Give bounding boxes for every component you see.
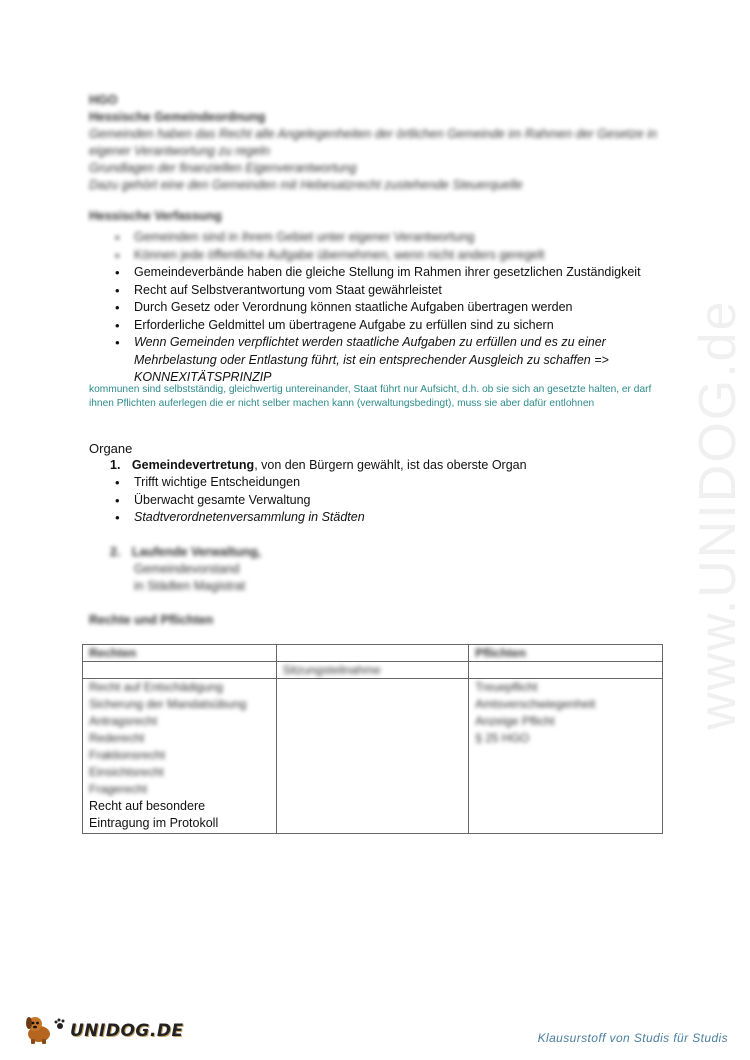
rechte-entry: Fragerecht bbox=[89, 782, 148, 796]
organe-section bbox=[89, 440, 527, 595]
rechte-entry: Antragsrecht bbox=[89, 714, 158, 728]
item-line: Gemeindevorstand bbox=[134, 561, 240, 576]
item-number: 1. bbox=[110, 458, 121, 472]
logo-text: UNIDOG.DE bbox=[70, 1020, 184, 1041]
verfassung-section bbox=[89, 208, 641, 387]
organe-bullet: • Stadtverordnetenversammlung in Städten bbox=[89, 509, 506, 527]
table-header-pflichten: Pflichten bbox=[469, 645, 663, 662]
table-cell-pflichten-list bbox=[469, 679, 663, 834]
item-number: 2. bbox=[110, 544, 121, 559]
rechte-entry: Recht auf Entschädigung bbox=[89, 680, 224, 694]
table-header-rechte: Rechten bbox=[83, 645, 277, 662]
rechte-entry-visible: Eintragung im Protokoll bbox=[89, 816, 219, 830]
item-line: in Städten Magistrat bbox=[134, 578, 246, 593]
verfassung-bullet: • Gemeindeverbände haben die gleiche Stellung im Rahmen ihrer gesetzlichen Zuständigkeit bbox=[89, 264, 641, 282]
table-cell bbox=[469, 662, 663, 679]
verfassung-bullet: • Erforderliche Geldmittel um übertragene Aufgabe zu erfüllen sind zu sichern bbox=[89, 317, 641, 335]
teal-note: kommunen sind selbstständig, gleichwertig untereinander, Staat führt nur Aufsicht, d.h. ob sie sich an gesetzte halten, er darf ihnen Pflichten auferlegen die er nicht selber machen kann (verwaltungsbedingt), muss sie aber dafür entlohnen bbox=[89, 384, 652, 409]
verfassung-bullet: • Recht auf Selbstverantwortung vom Staat gewährleistet bbox=[89, 282, 641, 300]
pflichten-entry: Treuepflicht bbox=[475, 680, 538, 694]
verfassung-bullet: • Wenn Gemeinden verpflichtet werden staatliche Aufgaben zu erfüllen und es zu einer Mehrbelastung oder Entlastung führt, ist ein entsprechender Ausgleich zu schaffen => KONNEXITÄTSPRINZIP bbox=[89, 334, 624, 387]
hgo-line: Grundlagen der finanziellen Eigenverantwortung bbox=[89, 161, 357, 175]
item-title: Laufende Verwaltung, bbox=[131, 544, 262, 559]
organe-item-1-list bbox=[89, 474, 506, 527]
verfassung-bullet: • Gemeinden sind in ihrem Gebiet unter eigener Verantwortung bbox=[89, 229, 641, 247]
rechte-pflichten-table bbox=[82, 644, 663, 834]
verfassung-bullet: • Durch Gesetz oder Verordnung können staatliche Aufgaben übertragen werden bbox=[89, 299, 641, 317]
hgo-section bbox=[89, 92, 657, 194]
hgo-line: Dazu gehört eine den Gemeinden mit Hebesatzrecht zustehende Steuerquelle bbox=[89, 178, 523, 192]
rechte-entry: Einsichtsrecht bbox=[89, 765, 164, 779]
pflichten-entry: Anzeige Pflicht bbox=[475, 714, 555, 728]
pflichten-entry: Amtsverschwiegenheit bbox=[475, 697, 596, 711]
table-cell-rechte-list bbox=[83, 679, 277, 834]
organe-item-1 bbox=[110, 457, 527, 474]
verfassung-bullet: • Können jede öffentliche Aufgabe übernehmen, wenn nicht anders geregelt bbox=[89, 247, 641, 265]
organe-item-2 bbox=[110, 544, 527, 595]
table-cell bbox=[83, 662, 277, 679]
rechte-heading: Rechte und Pflichten bbox=[89, 613, 214, 627]
organe-bullet: • Überwacht gesamte Verwaltung bbox=[89, 492, 506, 510]
rechte-entry: Sicherung der Mandatsübung bbox=[89, 697, 247, 711]
unidog-logo bbox=[22, 1012, 184, 1049]
table-cell bbox=[276, 679, 469, 834]
table-header-empty bbox=[276, 645, 469, 662]
hgo-line: Gemeinden haben das Recht alle Angelegenheiten der örtlichen Gemeinde im Rahmen der Gesetze in bbox=[89, 127, 657, 141]
hgo-line: eigener Verantwortung zu regeln bbox=[89, 144, 270, 158]
verfassung-list bbox=[89, 229, 641, 387]
organe-bullet: • Trifft wichtige Entscheidungen bbox=[89, 474, 506, 492]
dog-icon bbox=[22, 1012, 56, 1049]
item-description: , von den Bürgern gewählt, ist das oberste Organ bbox=[254, 458, 527, 472]
verfassung-heading: Hessische Verfassung bbox=[89, 209, 222, 223]
rechte-entry: Rederecht bbox=[89, 731, 145, 745]
footer-tagline: Klausurstoff von Studis für Studis bbox=[537, 1031, 728, 1045]
watermark-text: www.UNIDOG.de bbox=[689, 299, 747, 730]
organe-heading: Organe bbox=[89, 441, 133, 456]
hgo-subtitle: Hessische Gemeindeordnung bbox=[89, 110, 266, 124]
table-cell-sitzung: Sitzungsteilnahme bbox=[276, 662, 469, 679]
hgo-title: HGO bbox=[89, 93, 118, 107]
rechte-entry: Fraktionsrecht bbox=[89, 748, 166, 762]
item-title: Gemeindevertretung bbox=[131, 458, 255, 472]
pflichten-entry: § 25 HGO bbox=[475, 731, 530, 745]
paw-icon bbox=[54, 1018, 66, 1033]
rechte-entry-visible: Recht auf besondere bbox=[89, 799, 206, 813]
